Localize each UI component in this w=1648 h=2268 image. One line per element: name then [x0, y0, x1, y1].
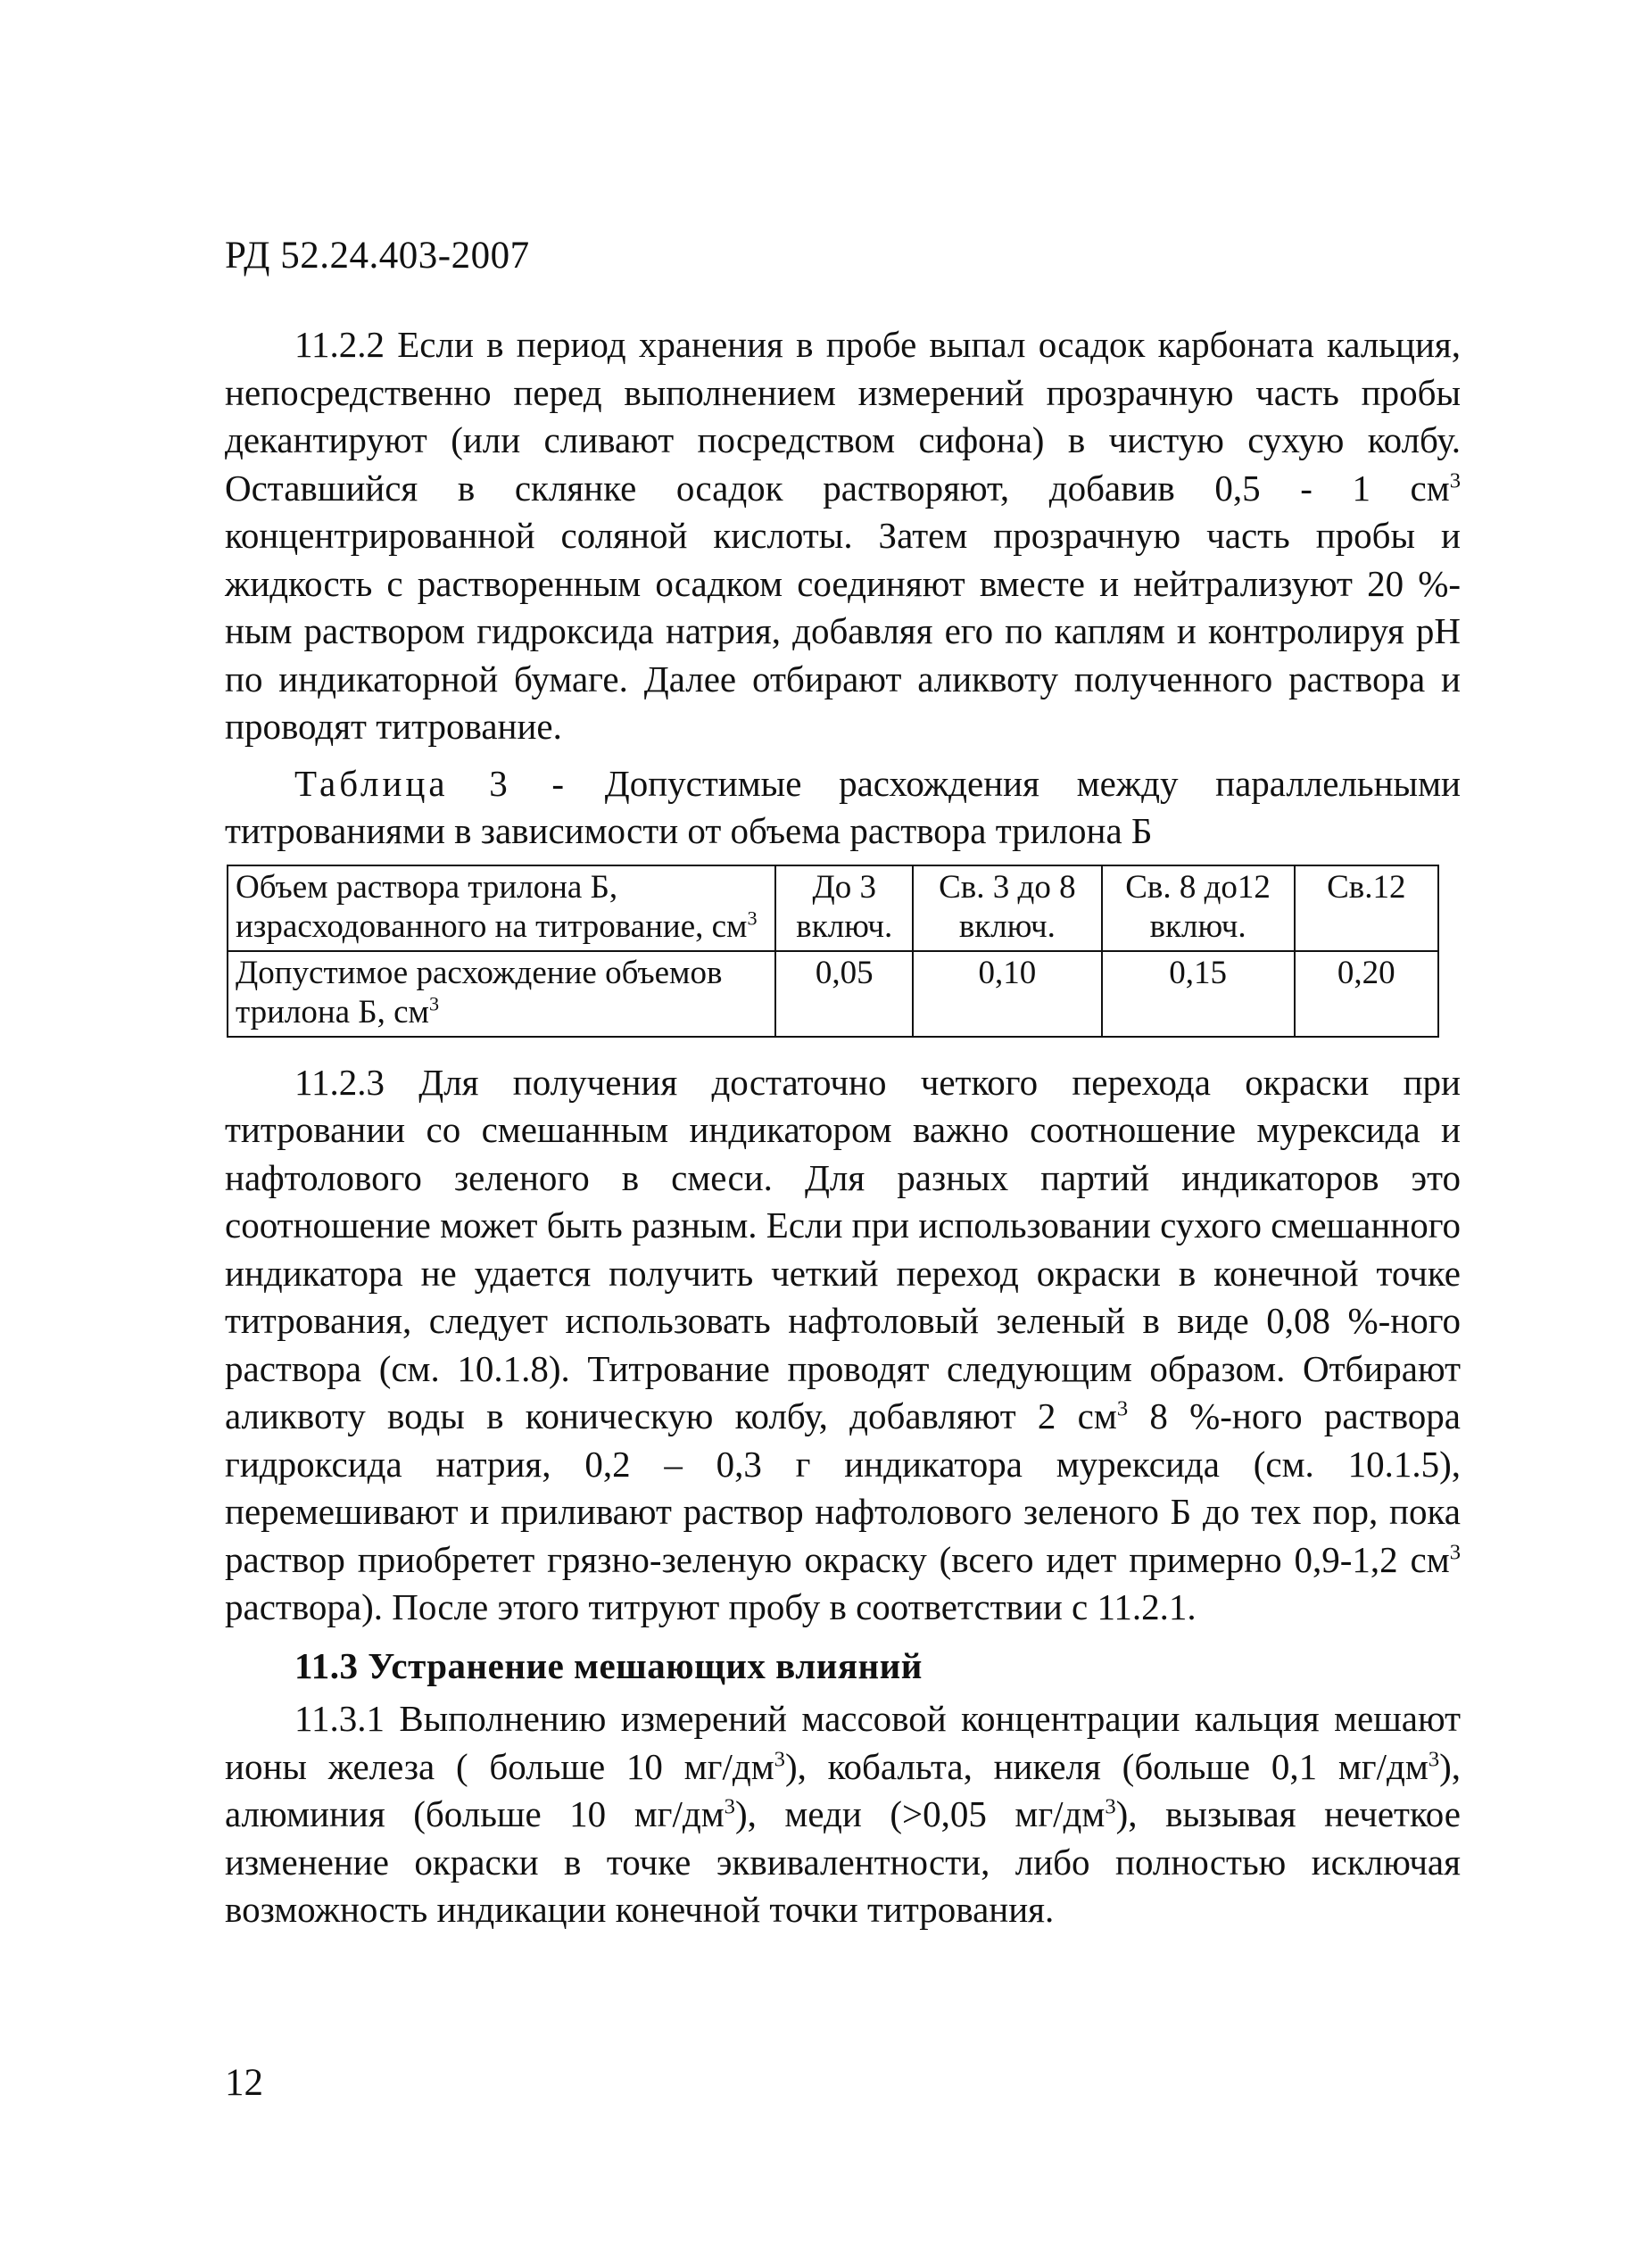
- table-cell-label: [228, 865, 775, 951]
- superscript: 3: [1449, 468, 1461, 493]
- paragraph-text: 11.2.2 Если в период хранения в пробе выпал осадок карбоната кальция, непосредственно перед выполнением измерений прозрачную часть пробы декантируют (или сливают посредством сифона) в чистую сухую колбу. Оставшийся в склянке осадок растворяют, добавив 0,5 - 1 см: [225, 324, 1461, 509]
- table-cell: 0,15: [1102, 951, 1295, 1037]
- paragraph-text: 8 %-ного раствора гидроксида натрия, 0,2 – 0,3 г индикатора мурексида (см. 10.1.5), перемешивают и приливают раствор нафтолового зеленого Б до тех пор, пока раствор приобретет грязно-зеленую окраску (всего идет примерно 0,9-1,2 см: [225, 1395, 1461, 1580]
- paragraph-text: ), вызывая нечеткое изменение окраски в точке эквивалентности, либо полностью исключая возможность индикации конечной точки титрования.: [225, 1793, 1462, 1930]
- table-cell: Св. 8 до12 включ.: [1102, 865, 1295, 951]
- page-number: 12: [225, 2062, 263, 2104]
- table-cell: До 3 включ.: [775, 865, 913, 951]
- cell-text: Допустимое расхождение объемов трилона Б, см: [236, 954, 723, 1031]
- paragraph-text: концентрированной соляной кислоты. Затем прозрачную часть пробы и жидкость с растворенным осадком соединяют вместе и нейтрализуют 20 %-ным раствором гидроксида натрия, добавляя его по каплям и контролируя pH по индикаторной бумаге. Далее отбирают аликвоту полученного раствора и проводят титрование.: [225, 515, 1461, 747]
- cell-text: Объем раствора трилона Б, израсходованного на титрование, см: [236, 868, 748, 945]
- paragraph-text: 11.2.3 Для получения достаточно четкого перехода окраски при титровании со смешанным индикатором важно соотношение мурексида и нафтолового зеленого в смеси. Для разных партий индикаторов это соотношение может быть разным. Если при использовании сухого смешанного индикатора не удается получить четкий переход окраски в конечной точке титрования, следует использовать нафтоловый зеленый в виде 0,08 %-ного раствора (см. 10.1.8). Титрование проводят следующим образом. Отбирают аликвоту воды в коническую колбу, добавляют 2 см: [225, 1061, 1461, 1436]
- table-cell: 0,05: [775, 951, 913, 1037]
- table-cell-label: [228, 951, 775, 1037]
- document-code-header: РД 52.24.403-2007: [225, 235, 530, 277]
- superscript: 3: [774, 1746, 785, 1771]
- page-content: [225, 321, 1461, 1934]
- paragraph-text: 11.3.1 Выполнению измерений массовой концентрации кальция мешают ионы железа ( больше 10 мг/дм: [225, 1698, 1461, 1787]
- paragraph-11-2-3: [225, 1059, 1461, 1632]
- table-3: [227, 865, 1439, 1038]
- paragraph-text: ), алюминия (больше 10 мг/дм: [225, 1745, 1462, 1834]
- paragraph-11-2-2: [225, 321, 1461, 751]
- paragraph-text: ), меди (>0,05 мг/дм: [734, 1793, 1106, 1834]
- paragraph-text: раствора). После этого титруют пробу в соответствии с 11.2.1.: [225, 1586, 1197, 1627]
- table-row: [228, 865, 1438, 951]
- paragraph-text: ), кобальта, никеля (больше 0,1 мг/дм: [784, 1745, 1429, 1787]
- paragraph-11-3-1: [225, 1695, 1461, 1934]
- superscript: 3: [1449, 1539, 1461, 1564]
- table-3-caption: [225, 760, 1461, 856]
- superscript: 3: [724, 1794, 735, 1819]
- section-title-11-3: 11.3 Устранение мешающих влияний: [294, 1644, 923, 1686]
- superscript: 3: [1428, 1746, 1440, 1771]
- superscript: 3: [747, 906, 758, 930]
- table-caption-label: Таблица 3 -: [294, 762, 568, 804]
- superscript: 3: [1116, 1396, 1129, 1421]
- table-row: [228, 951, 1438, 1037]
- table-cell: Св. 3 до 8 включ.: [913, 865, 1102, 951]
- superscript: 3: [1105, 1794, 1116, 1819]
- superscript: 3: [428, 992, 440, 1015]
- table-cell: 0,10: [913, 951, 1102, 1037]
- table-caption-text: Допустимые расхождения между параллельными титрованиями в зависимости от объема раствора трилона Б: [225, 762, 1461, 851]
- table-cell: 0,20: [1295, 951, 1438, 1037]
- table-cell: Св.12: [1295, 865, 1438, 951]
